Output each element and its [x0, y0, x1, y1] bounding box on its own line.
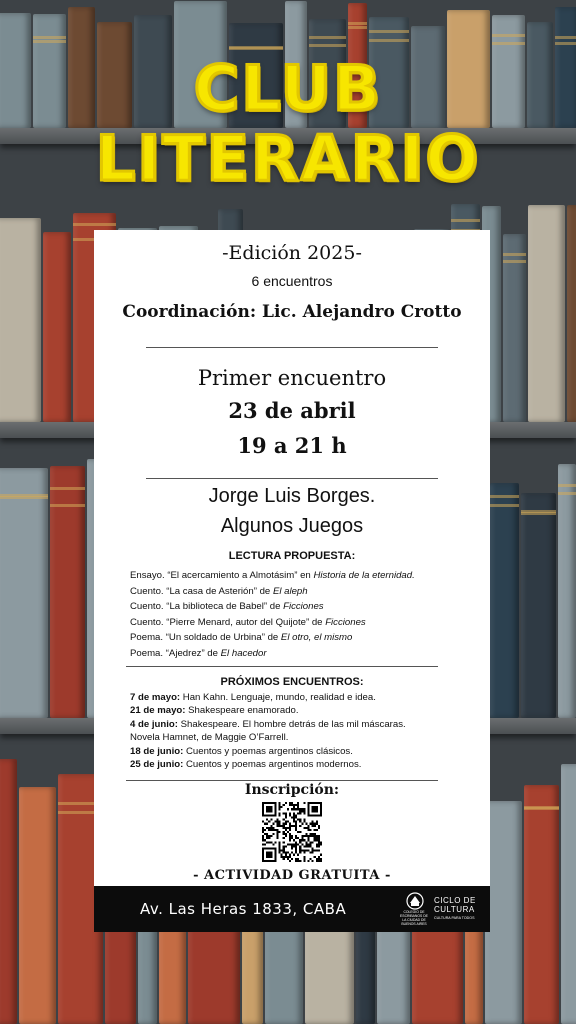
- reading-list: [130, 568, 470, 662]
- book-spine: [0, 759, 17, 1024]
- upcoming-item: 4 de junio: Shakespeare. El hombre detrás de las mil máscaras.: [130, 718, 406, 730]
- book-spine: [19, 787, 56, 1024]
- upcoming-heading: PRÓXIMOS ENCUENTROS:: [220, 676, 364, 688]
- divider: [146, 478, 438, 479]
- book-spine: [567, 205, 576, 422]
- title-line-1: CLUB: [193, 52, 383, 125]
- upcoming-list: [130, 691, 470, 771]
- footer-bar: [94, 886, 490, 932]
- upcoming-item: 18 de junio: Cuentos y poemas argentinos clásicos.: [130, 745, 353, 757]
- book-spine: [485, 801, 522, 1024]
- book-band: [492, 42, 525, 45]
- book-band: [33, 40, 66, 43]
- book-band: [555, 36, 576, 39]
- book-band: [309, 44, 346, 47]
- first-meeting-date: 23 de abril: [228, 398, 356, 423]
- book-spine: [558, 464, 576, 718]
- logo-title-line-1: CICLO DE: [434, 896, 476, 905]
- first-meeting-time: 19 a 21 h: [237, 433, 347, 458]
- divider: [126, 666, 438, 667]
- book-spine: [521, 493, 556, 718]
- reading-item: Cuento. “La casa de Asterión” de El aleph: [130, 585, 308, 597]
- address: Av. Las Heras 1833, CABA: [140, 900, 347, 918]
- reading-item: Ensayo. “El acercamiento a Almotásim” en Historia de la eternidad.: [130, 570, 415, 581]
- book-band: [369, 30, 409, 33]
- reading-item: Poema. “Ajedrez” de El hacedor: [130, 647, 267, 659]
- book-band: [50, 504, 85, 507]
- book-band: [555, 42, 576, 45]
- title-line-2: LITERARIO: [95, 122, 481, 195]
- reading-item: Poema. “Un soldado de Urbina” de El otro, el mismo: [130, 632, 353, 644]
- book-spine: [528, 205, 565, 422]
- reading-heading: LECTURA PROPUESTA:: [228, 550, 356, 562]
- book-band: [503, 260, 526, 263]
- book-spine: [561, 764, 576, 1024]
- logo-tagline: CULTURA PARA TODOS: [434, 916, 475, 920]
- topic-line-2: Algunos Juegos: [220, 515, 364, 537]
- ciclo-de-cultura-logo: [399, 891, 485, 927]
- book-band: [490, 495, 519, 498]
- book-band: [0, 494, 48, 497]
- book-band: [558, 492, 576, 495]
- edition-label: -Edición 2025-: [222, 242, 362, 264]
- book-band: [490, 504, 519, 507]
- book-spine: [503, 234, 526, 422]
- book-spine: [50, 466, 85, 718]
- book-band: [309, 36, 346, 39]
- book-band: [521, 512, 556, 515]
- qr-code[interactable]: [262, 802, 322, 862]
- logo-institution-text: COLEGIO DE ESCRIBANOS DE LA CIUDAD DE BUENOS AIRES: [400, 910, 428, 926]
- divider: [146, 347, 438, 348]
- book-band: [33, 36, 66, 39]
- first-meeting-label: Primer encuentro: [197, 366, 387, 390]
- divider: [126, 780, 438, 781]
- free-activity-label: - ACTIVIDAD GRATUITA -: [193, 868, 391, 883]
- book-band: [558, 484, 576, 487]
- signup-label: Inscripción:: [244, 782, 340, 798]
- reading-item: Cuento. “La biblioteca de Babel” de Ficciones: [130, 601, 324, 613]
- book-spine: [43, 232, 71, 422]
- upcoming-item: 21 de mayo: Shakespeare enamorado.: [130, 705, 299, 717]
- book-spine: [0, 468, 48, 718]
- book-band: [524, 807, 559, 810]
- logo-title-line-2: CULTURA: [434, 905, 475, 914]
- book-spine: [524, 785, 559, 1024]
- book-band: [73, 223, 116, 226]
- book-band: [50, 487, 85, 490]
- book-band: [492, 34, 525, 37]
- book-band: [229, 47, 283, 50]
- book-spine: [0, 218, 41, 422]
- reading-item: Cuento. “Pierre Menard, autor del Quijote” de Ficciones: [130, 616, 366, 628]
- info-card: [94, 230, 490, 886]
- coordination: Coordinación: Lic. Alejandro Crotto: [122, 302, 462, 322]
- book-spine: [490, 483, 519, 718]
- upcoming-item: Novela Hamnet, de Maggie O’Farrell.: [130, 732, 289, 744]
- upcoming-item: 25 de junio: Cuentos y poemas argentinos modernos.: [130, 759, 362, 771]
- book-band: [369, 39, 409, 42]
- book-band: [503, 253, 526, 256]
- book-band: [451, 219, 480, 222]
- sessions-count: 6 encuentros: [251, 273, 333, 289]
- upcoming-item: 7 de mayo: Han Kahn. Lenguaje, mundo, realidad e idea.: [130, 692, 376, 703]
- topic-line-1: Jorge Luis Borges.: [208, 485, 376, 507]
- book-band: [348, 26, 367, 29]
